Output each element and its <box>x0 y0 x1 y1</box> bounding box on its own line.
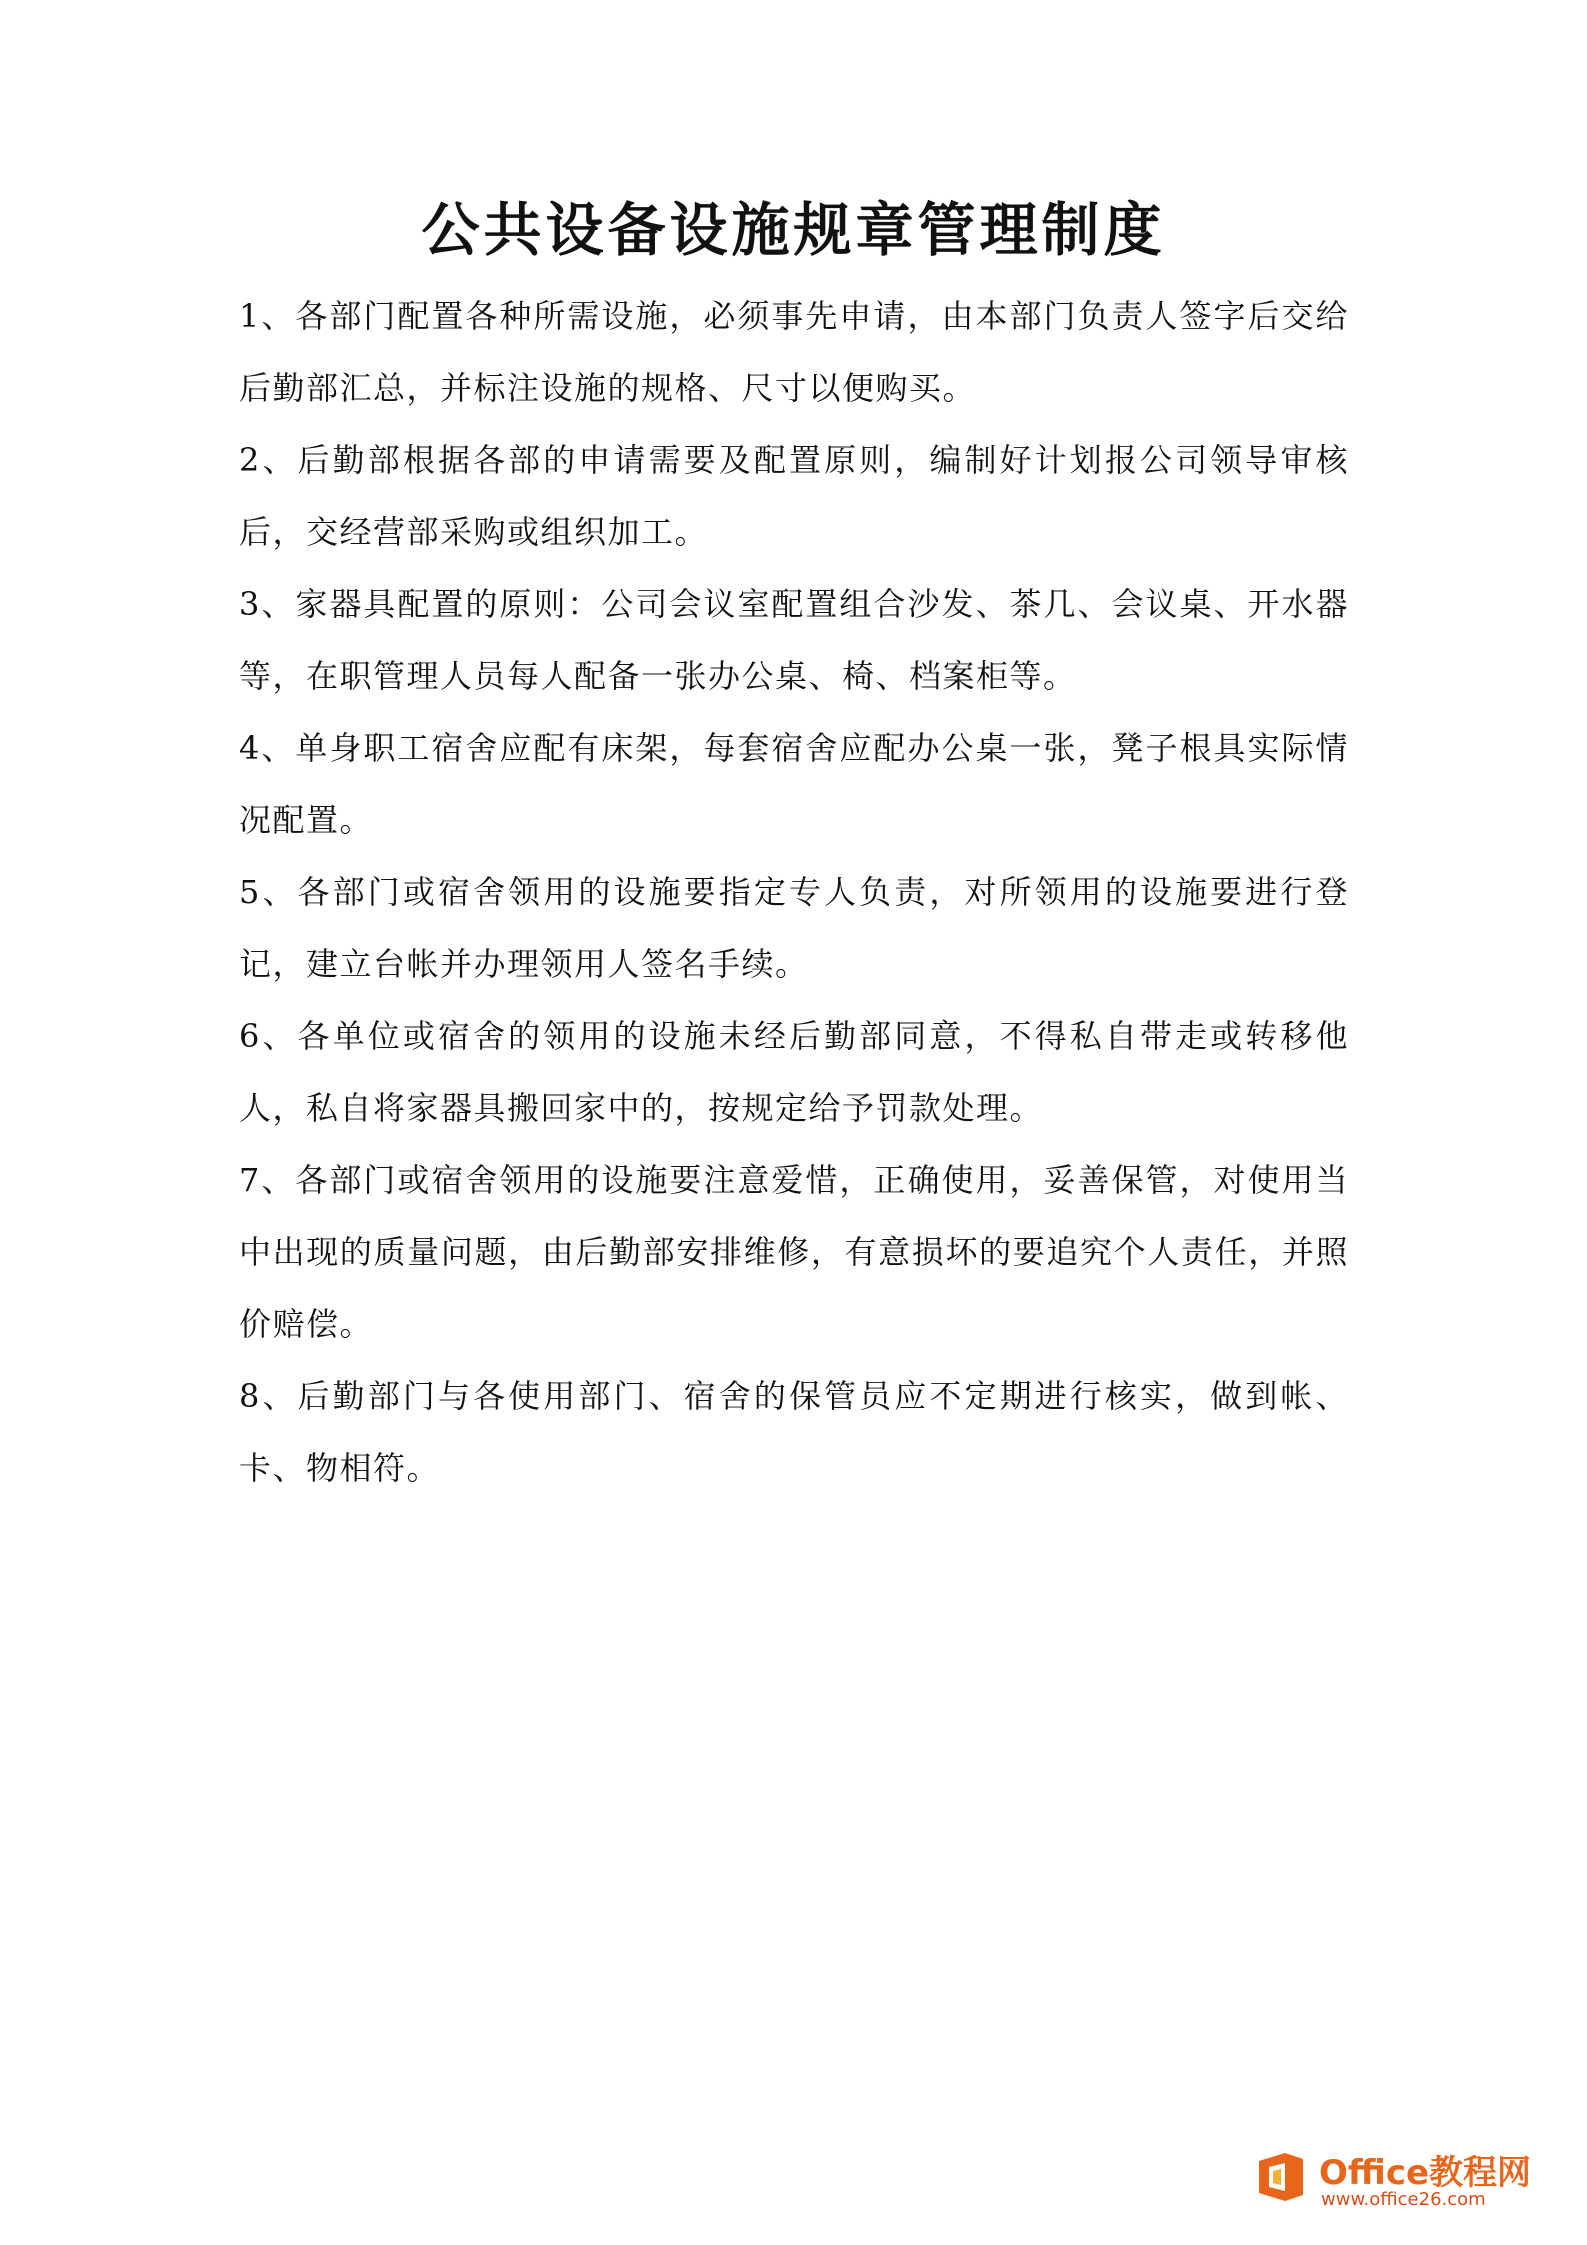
paragraph-4: 4、单身职工宿舍应配有床架，每套宿舍应配办公桌一张，凳子根具实际情况配置。 <box>239 729 1349 839</box>
paragraph-3: 3、家器具配置的原则：公司会议室配置组合沙发、茶几、会议桌、开水器等，在职管理人员每人配备一张办公桌、椅、档案柜等。 <box>239 585 1349 695</box>
office-logo-icon <box>1251 2147 1311 2207</box>
paragraph-7: 7、各部门或宿舍领用的设施要注意爱惜，正确使用，妥善保管，对使用当中出现的质量问题，由后勤部安排维修，有意损坏的要追究个人责任，并照价赔偿。 <box>239 1161 1349 1343</box>
paragraph-5: 5、各部门或宿舍领用的设施要指定专人负责，对所领用的设施要进行登记，建立台帐并办理领用人签名手续。 <box>239 873 1349 983</box>
document-title: 公共设备设施规章管理制度 <box>421 196 1166 264</box>
watermark-url: www.office26.com <box>1321 2189 1486 2210</box>
document-body <box>239 280 1349 1504</box>
paragraph-6: 6、各单位或宿舍的领用的设施未经后勤部同意，不得私自带走或转移他人，私自将家器具搬回家中的，按规定给予罚款处理。 <box>239 1017 1349 1127</box>
watermark <box>1251 2139 1551 2219</box>
paragraph-1: 1、各部门配置各种所需设施，必须事先申请，由本部门负责人签字后交给后勤部汇总，并标注设施的规格、尺寸以便购买。 <box>239 297 1349 407</box>
paragraph-8: 8、后勤部门与各使用部门、宿舍的保管员应不定期进行核实，做到帐、卡、物相符。 <box>239 1377 1349 1487</box>
watermark-title: Office教程网 <box>1319 2153 1532 2193</box>
paragraph-2: 2、后勤部根据各部的申请需要及配置原则，编制好计划报公司领导审核后，交经营部采购或组织加工。 <box>239 441 1349 551</box>
